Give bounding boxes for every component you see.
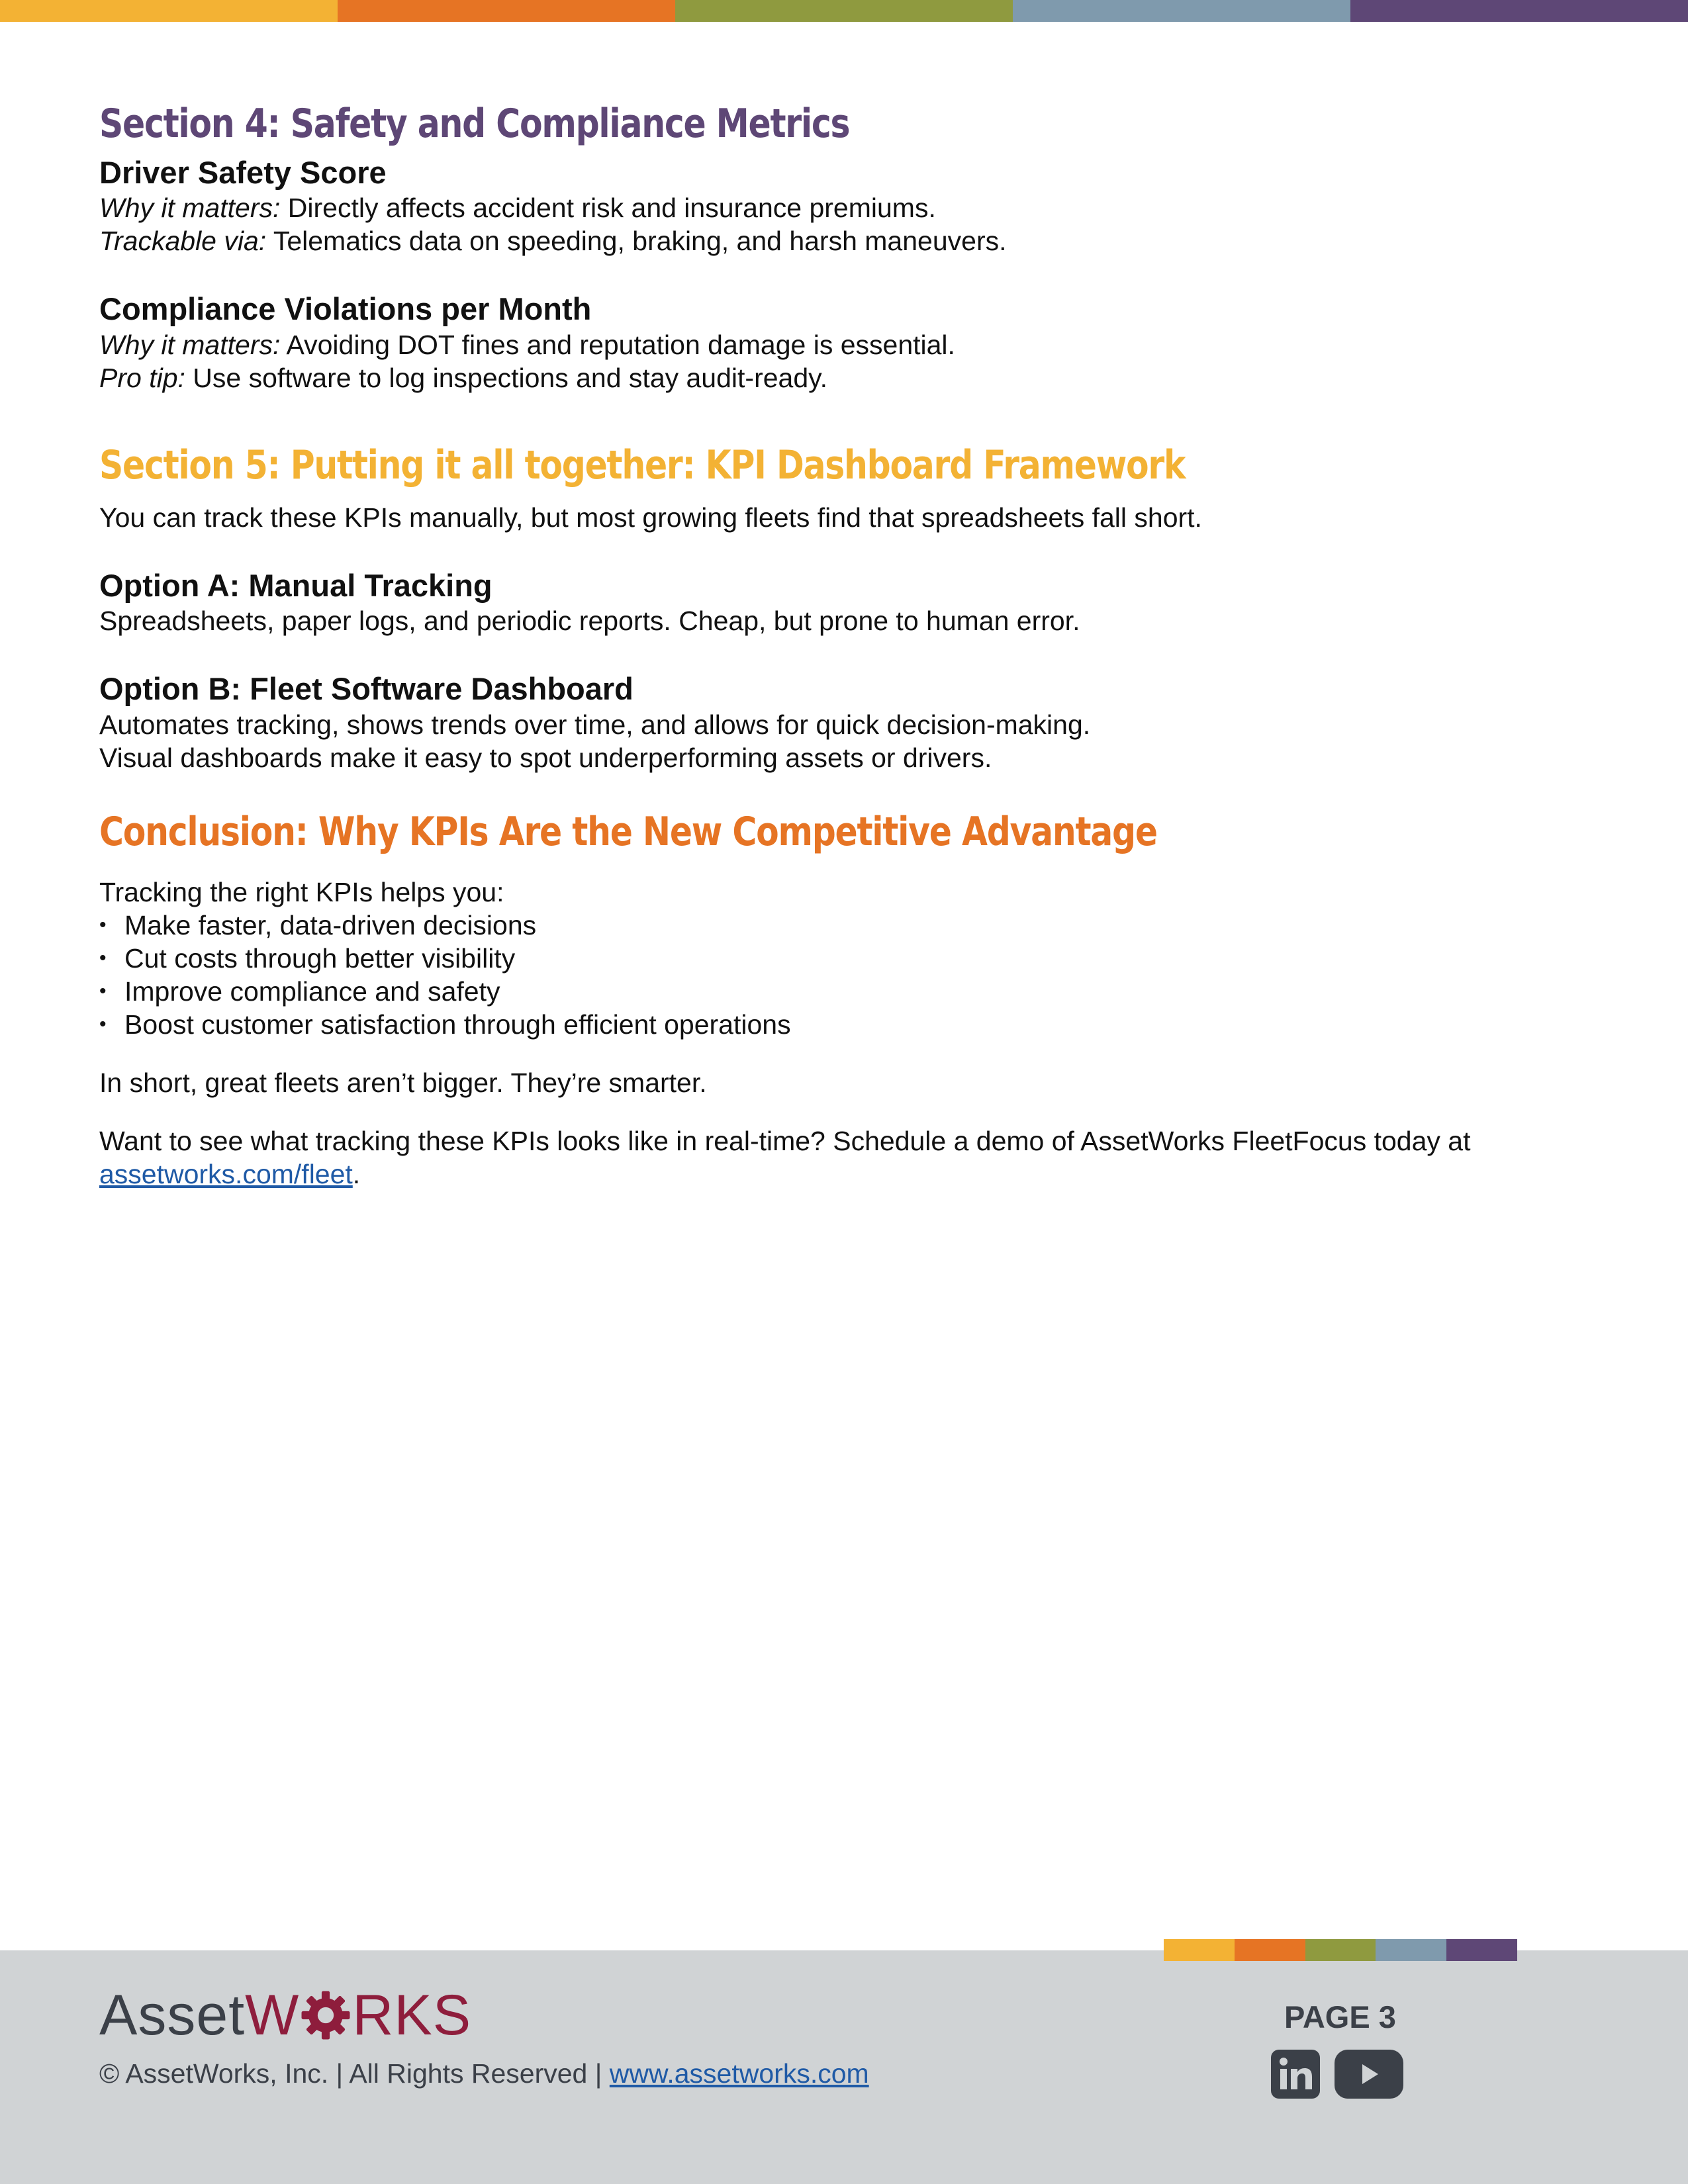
- copyright-line: [99, 2057, 869, 2090]
- color-segment-orange: [1235, 1939, 1305, 1961]
- page-number: PAGE 3: [1284, 1999, 1396, 2034]
- option-b-text-2: Visual dashboards make it easy to spot underperforming assets or drivers.: [99, 742, 992, 773]
- document-body: [99, 99, 1589, 1191]
- color-segment-orange: [338, 0, 675, 22]
- conclusion-bullet-list: [99, 909, 1589, 1041]
- logo-text-asset: Asset: [99, 1983, 246, 2047]
- linkedin-icon[interactable]: [1271, 2050, 1320, 2099]
- gear-icon: [301, 1990, 351, 2040]
- footer-color-bar: [1164, 1939, 1517, 1961]
- list-item: • Cut costs through better visibility: [99, 942, 1589, 975]
- linkedin-glyph: [1271, 2050, 1320, 2099]
- compliance-why: Why it matters: Avoiding DOT fines and reputation damage is essential.: [99, 329, 955, 360]
- driver-safety-why: Why it matters: Directly affects accident risk and insurance premiums.: [99, 193, 936, 224]
- youtube-icon[interactable]: [1335, 2050, 1403, 2099]
- driver-safety-trackable: Trackable via: Telematics data on speeding, braking, and harsh maneuvers.: [99, 226, 1007, 257]
- list-item: • Boost customer satisfaction through efficient operations: [99, 1008, 1589, 1041]
- fleet-link[interactable]: assetworks.com/fleet: [99, 1158, 353, 1189]
- compliance-heading: Compliance Violations per Month: [99, 291, 592, 327]
- section4-title: Section 4: Safety and Compliance Metrics: [99, 101, 850, 147]
- color-segment-yellow: [0, 0, 338, 22]
- social-links: [1271, 2050, 1403, 2099]
- color-segment-yellow: [1164, 1939, 1235, 1961]
- list-item: • Improve compliance and safety: [99, 975, 1589, 1008]
- section5-title: Section 5: Putting it all together: KPI Dashboard Framework: [99, 441, 1186, 488]
- top-color-bar: [0, 0, 1688, 22]
- option-b-text-1: Automates tracking, shows trends over time, and allows for quick decision-making.: [99, 709, 1091, 740]
- color-segment-purple: [1446, 1939, 1517, 1961]
- cta-text: Want to see what tracking these KPIs looks like in real-time? Schedule a demo of AssetWorks FleetFocus today at: [99, 1125, 1471, 1156]
- conclusion-cta: [99, 1124, 1589, 1191]
- option-a-heading: Option A: Manual Tracking: [99, 567, 492, 603]
- youtube-glyph: [1335, 2050, 1403, 2099]
- logo-text-works: [245, 1983, 471, 2048]
- section5-intro: You can track these KPIs manually, but most growing fleets find that spreadsheets fall short.: [99, 502, 1202, 533]
- assetworks-logo: [99, 1985, 471, 2045]
- compliance-pro-tip: Pro tip: Use software to log inspections and stay audit-ready.: [99, 362, 827, 393]
- color-segment-olive: [675, 0, 1013, 22]
- color-segment-blue: [1376, 1939, 1446, 1961]
- driver-safety-heading: Driver Safety Score: [99, 155, 387, 190]
- copyright-text: © AssetWorks, Inc. | All Rights Reserved |: [99, 2058, 610, 2089]
- cta-end: .: [352, 1158, 361, 1189]
- conclusion-summary: In short, great fleets aren’t bigger. They’re smarter.: [99, 1067, 707, 1098]
- option-a-text: Spreadsheets, paper logs, and periodic reports. Cheap, but prone to human error.: [99, 606, 1080, 637]
- color-segment-blue: [1013, 0, 1350, 22]
- website-link[interactable]: www.assetworks.com: [609, 2058, 869, 2089]
- list-item: • Make faster, data-driven decisions: [99, 909, 1589, 942]
- conclusion-intro: Tracking the right KPIs helps you:: [99, 876, 504, 907]
- logo-letters-rks: RKS: [352, 1983, 472, 2047]
- conclusion-title: Conclusion: Why KPIs Are the New Competitive Advantage: [99, 808, 1157, 855]
- logo-letter-w: W: [245, 1983, 300, 2047]
- option-b-heading: Option B: Fleet Software Dashboard: [99, 671, 633, 707]
- color-segment-olive: [1305, 1939, 1376, 1961]
- color-segment-purple: [1350, 0, 1688, 22]
